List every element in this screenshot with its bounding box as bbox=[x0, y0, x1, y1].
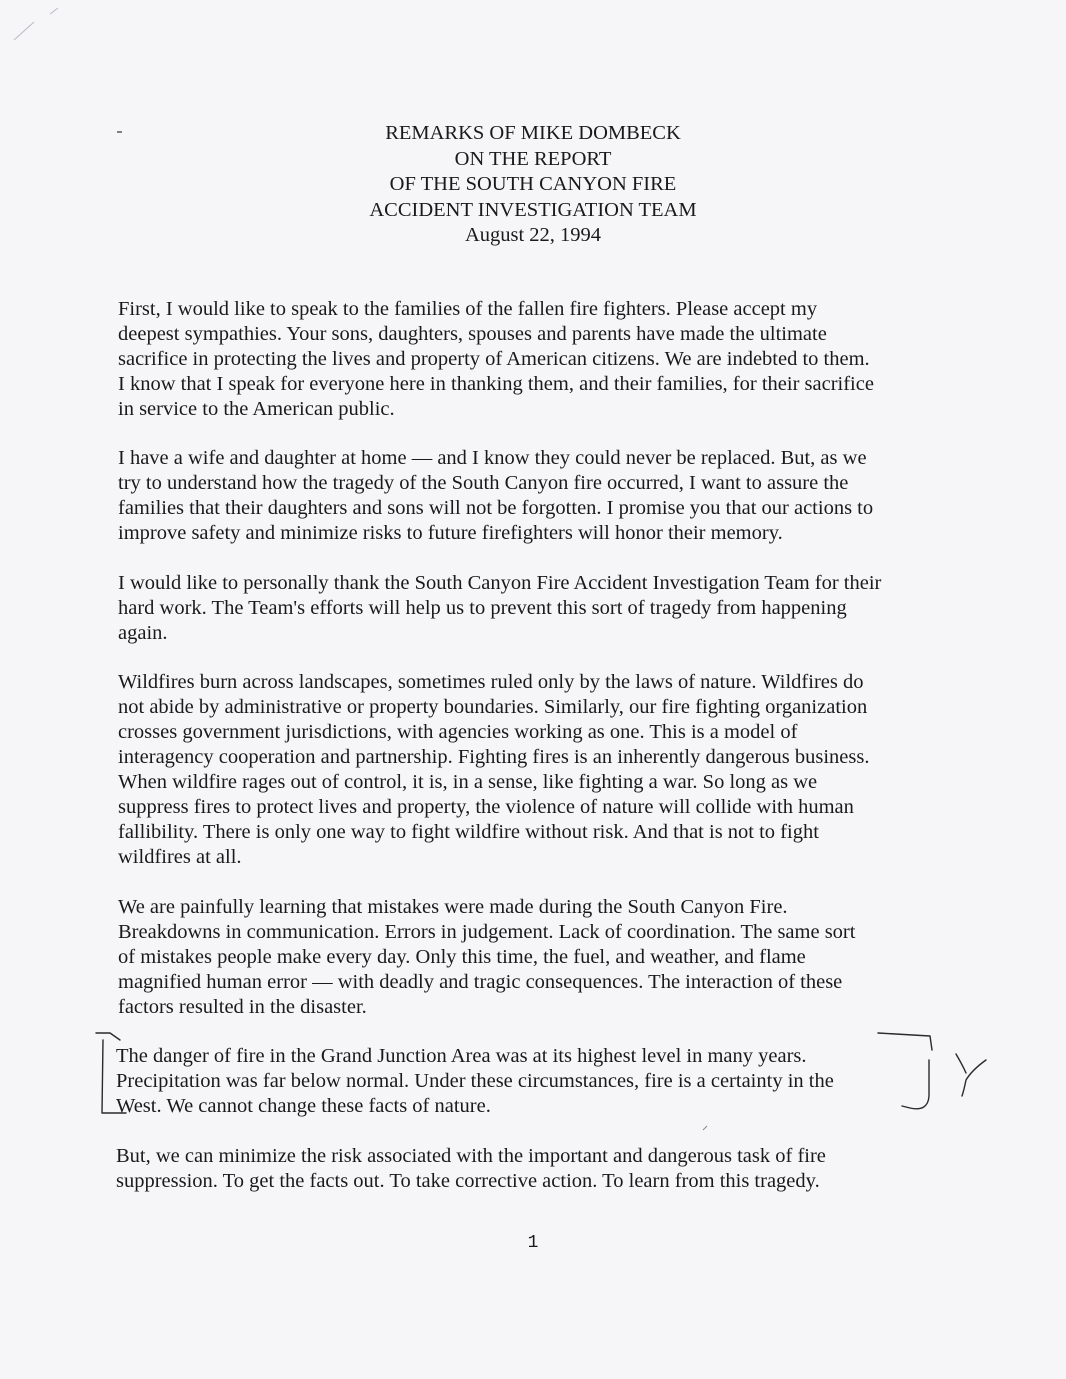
text-line: The danger of fire in the Grand Junction Area was at its highest level in many years. bbox=[116, 1045, 807, 1067]
text-line: sacrifice in protecting the lives and property of American citizens. We are indebted to them. bbox=[118, 348, 870, 370]
document-title bbox=[0, 121, 1066, 249]
title-line: OF THE SOUTH CANYON FIRE bbox=[389, 173, 677, 195]
text-line: factors resulted in the disaster. bbox=[118, 996, 367, 1018]
paragraph-thanks bbox=[118, 571, 968, 646]
text-line: West. We cannot change these facts of nature. bbox=[116, 1095, 491, 1117]
paragraph-minimize-risk bbox=[116, 1144, 966, 1194]
page-number: 1 bbox=[527, 1233, 539, 1253]
document-date: August 22, 1994 bbox=[464, 224, 602, 246]
text-line: in service to the American public. bbox=[118, 398, 395, 420]
text-line: hard work. The Team's efforts will help us to prevent this sort of tragedy from happening bbox=[118, 597, 847, 619]
text-line: deepest sympathies. Your sons, daughters, spouses and parents have made the ultimate bbox=[118, 323, 827, 345]
title-line: REMARKS OF MIKE DOMBECK bbox=[385, 122, 681, 144]
text-line: I have a wife and daughter at home — and I know they could never be replaced. But, as we bbox=[118, 447, 867, 469]
text-line: again. bbox=[118, 622, 168, 644]
text-line: Precipitation was far below normal. Under these circumstances, fire is a certainty in the bbox=[116, 1070, 834, 1092]
paragraph-sympathies bbox=[118, 297, 968, 422]
text-line: families that their daughters and sons will not be forgotten. I promise you that our actions to bbox=[118, 497, 874, 519]
text-line: Wildfires burn across landscapes, sometimes ruled only by the laws of nature. Wildfires do bbox=[118, 671, 864, 693]
title-line: ACCIDENT INVESTIGATION TEAM bbox=[369, 198, 697, 221]
text-line: magnified human error — with deadly and tragic consequences. The interaction of these bbox=[118, 971, 843, 993]
paragraph-danger-bracketed bbox=[116, 1044, 966, 1119]
text-line: interagency cooperation and partnership. Fighting fires is an inherently dangerous business. bbox=[118, 746, 870, 768]
text-line: But, we can minimize the risk associated with the important and dangerous task of fire bbox=[116, 1145, 826, 1167]
text-line: fallibility. There is only one way to fight wildfire without risk. And that is not to fight bbox=[118, 821, 819, 843]
text-line: suppress fires to protect lives and property, the violence of nature will collide with human bbox=[118, 796, 854, 818]
paragraph-family bbox=[118, 446, 968, 546]
text-line: wildfires at all. bbox=[118, 846, 242, 868]
text-line: improve safety and minimize risks to future firefighters will honor their memory. bbox=[118, 522, 783, 544]
paragraph-wildfires bbox=[118, 670, 968, 870]
text-line: crosses government jurisdictions, with agencies working as one. This is a model of bbox=[118, 721, 798, 743]
text-line: I know that I speak for everyone here in thanking them, and their families, for their sacrifice bbox=[118, 373, 874, 395]
text-line: When wildfire rages out of control, it is, in a sense, like fighting a war. So long as we bbox=[118, 771, 818, 793]
text-line: not abide by administrative or property boundaries. Similarly, our fire fighting organization bbox=[118, 696, 868, 718]
paragraph-mistakes bbox=[118, 895, 968, 1020]
text-line: Breakdowns in communication. Errors in judgement. Lack of coordination. The same sort bbox=[118, 921, 856, 943]
text-line: First, I would like to speak to the families of the fallen fire fighters. Please accept my bbox=[118, 298, 818, 320]
text-line: We are painfully learning that mistakes were made during the South Canyon Fire. bbox=[118, 896, 788, 918]
text-line: try to understand how the tragedy of the South Canyon fire occurred, I want to assure the bbox=[118, 472, 849, 494]
text-line: suppression. To get the facts out. To take corrective action. To learn from this tragedy. bbox=[116, 1170, 820, 1192]
small-pen-tick bbox=[703, 1126, 707, 1130]
text-line: I would like to personally thank the South Canyon Fire Accident Investigation Team for their bbox=[118, 572, 882, 594]
title-line: ON THE REPORT bbox=[454, 147, 612, 170]
text-line: of mistakes people make every day. Only this time, the fuel, and weather, and flame bbox=[118, 946, 806, 968]
corner-pen-mark bbox=[14, 8, 58, 40]
